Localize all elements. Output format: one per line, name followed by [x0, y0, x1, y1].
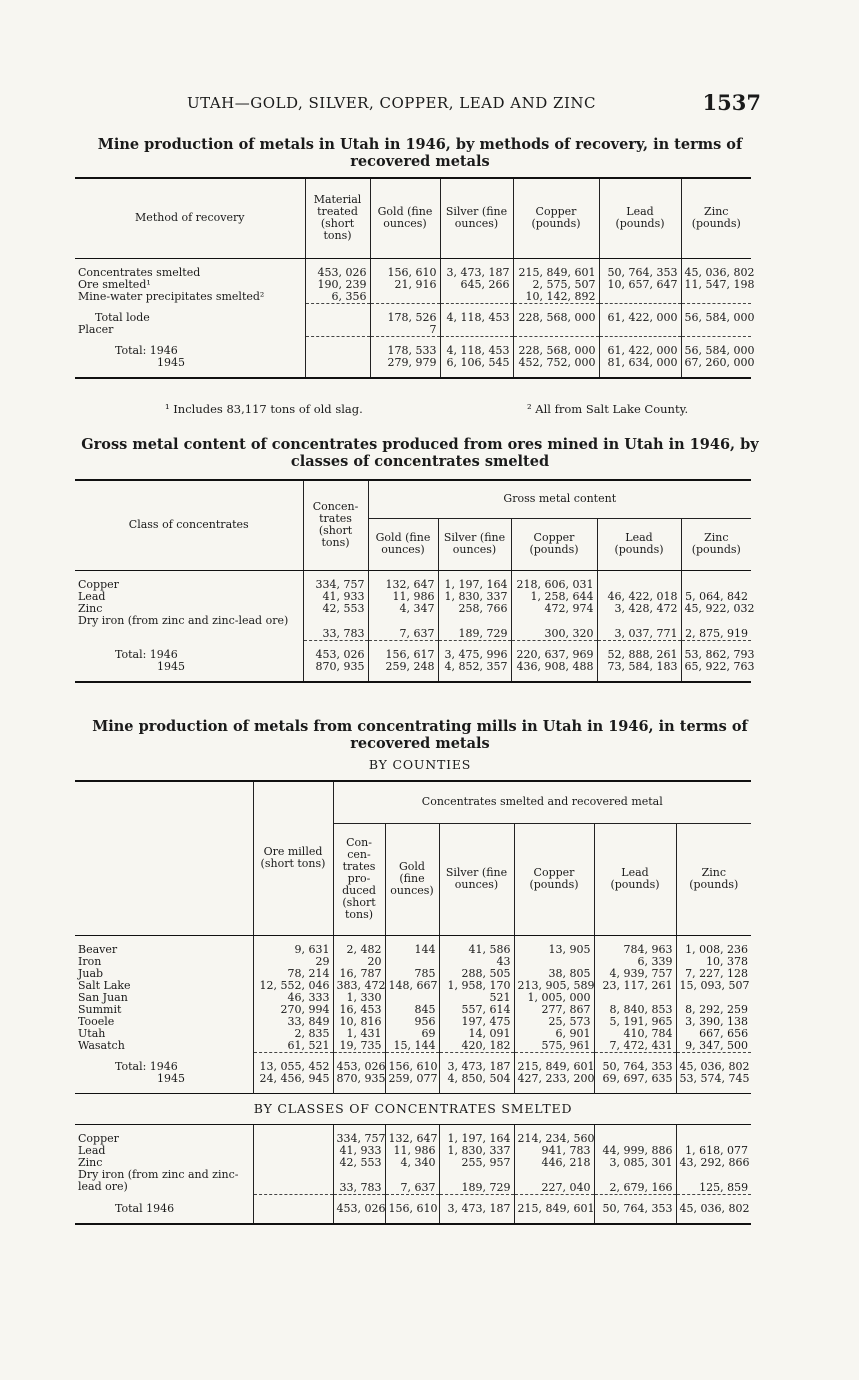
running-head	[75, 90, 765, 118]
t2-h-gold: Gold (fine ounces)	[368, 518, 438, 570]
table3-caption: Mine production of metals from concentrating mills in Utah in 1946, in terms of recovered metals	[92, 718, 748, 752]
table-row: San Juan 46, 333 1, 330 521 1, 005, 000	[75, 992, 751, 1004]
footnote-2: ² All from Salt Lake County.	[527, 402, 689, 416]
table-row: Tooele 33, 849 10, 816 956 197, 475 25, 573 5, 191, 965 3, 390, 138	[75, 1016, 751, 1028]
table-row: Zinc 42, 553 4, 347 258, 766 472, 974 3, 428, 472 45, 922, 032	[78, 601, 755, 615]
t2-h-class: Class of concentrates	[75, 480, 303, 570]
t3-h-group: Concentrates smelted and recovered metal	[333, 781, 751, 823]
t2-h-lead: Lead (pounds)	[597, 518, 681, 570]
table-row: Juab 78, 214 16, 787 785 288, 505 38, 805 4, 939, 757 7, 227, 128	[75, 968, 751, 980]
table3-subcaption: BY COUNTIES	[368, 757, 472, 772]
table-row: Salt Lake 12, 552, 046 383, 472 148, 667 1, 958, 170 213, 905, 589 23, 117, 261 15, 093, 507	[78, 978, 750, 992]
table2-caption: Gross metal content of concentrates produced from ores mined in Utah in 1946, by classes of concentrates smelted	[81, 436, 759, 470]
footnote-1: ¹ Includes 83,117 tons of old slag.	[165, 402, 363, 416]
t3-h-ore: Ore milled (short tons)	[253, 781, 333, 935]
table-row: 1945 870, 935 259, 248 4, 852, 357 436, 908, 488 73, 584, 183 65, 922, 763	[157, 660, 755, 673]
table-row: Total 1946 453, 026 156, 610 3, 473, 187 215, 849, 601 50, 764, 353 45, 036, 802	[115, 1202, 750, 1215]
table-row: Wasatch 61, 521 19, 735 15, 144 420, 182 575, 961 7, 472, 431 9, 347, 500	[75, 1040, 751, 1053]
table-row: 1945 279, 979 6, 106, 545 452, 752, 000 81, 634, 000 67, 260, 000	[157, 355, 755, 369]
table-row: Total: 1946 13, 055, 452 453, 026 156, 610 3, 473, 187 215, 849, 601 50, 764, 353 45, 036, 802	[115, 1059, 750, 1073]
table1	[75, 177, 755, 379]
table-row: Copper 334, 757 132, 647 1, 197, 164 214, 234, 560	[75, 1133, 751, 1145]
table-row: Dry iron (from zinc and zinc-lead ore) 33, 783 7, 637 189, 729 227, 040 2, 679, 166 125, 859	[75, 1169, 751, 1195]
t3-h-blank	[75, 781, 253, 935]
t2-h-silver: Silver (fine ounces)	[438, 518, 511, 570]
t1-h-gold: Gold (fine ounces)	[370, 178, 440, 258]
table-row: Ore smelted¹ 190, 239 21, 916 645, 266 2, 575, 507 10, 657, 647 11, 547, 198	[78, 277, 755, 291]
t1-h-zinc: Zinc (pounds)	[681, 178, 751, 258]
table-row: Concentrates smelted 453, 026 156, 610 3, 473, 187 215, 849, 601 50, 764, 353 45, 036, 802	[78, 265, 755, 279]
t3-h-lead: Lead (pounds)	[594, 823, 676, 935]
table-row: Dry iron (from zinc and zinc-lead ore) 33, 783 7, 637 189, 729 300, 320 3, 037, 771 2, 875, 919	[75, 615, 751, 641]
table-row: Total: 1946 178, 533 4, 118, 453 228, 568, 000 61, 422, 000 56, 584, 000	[115, 343, 755, 357]
table-row: Zinc 42, 553 4, 340 255, 957 446, 218 3, 085, 301 43, 292, 866	[78, 1155, 750, 1169]
table1-caption: Mine production of metals in Utah in 1946, by methods of recovery, in terms of recovered metals	[97, 136, 743, 170]
table-row: Beaver 9, 631 2, 482 144 41, 586 13, 905 784, 963 1, 008, 236	[75, 944, 751, 956]
table-row: Utah 2, 835 1, 431 69 14, 091 6, 901 410, 784 667, 656	[75, 1028, 751, 1040]
table-row: Summit 270, 994 16, 453 845 557, 614 277, 867 8, 840, 853 8, 292, 259	[75, 1004, 751, 1016]
t2-h-zinc: Zinc (pounds)	[681, 518, 751, 570]
t1-h-copper: Copper (pounds)	[513, 178, 599, 258]
page-number: 1537	[702, 90, 761, 115]
t3-h-gold: Gold (fine ounces)	[385, 823, 439, 935]
running-title: UTAH—GOLD, SILVER, COPPER, LEAD AND ZINC	[187, 94, 596, 112]
table-row: Total: 1946 453, 026 156, 617 3, 475, 996 220, 637, 969 52, 888, 261 53, 862, 793	[115, 648, 755, 661]
t2-h-gross: Gross metal content	[368, 480, 751, 518]
t1-h-silver: Silver (fine ounces)	[440, 178, 513, 258]
table-row: Lead 41, 933 11, 986 1, 830, 337 941, 783 44, 999, 886 1, 618, 077	[75, 1145, 751, 1157]
table-row: Lead 41, 933 11, 986 1, 830, 337 1, 258, 644 46, 422, 018 5, 064, 842	[75, 591, 751, 603]
table2	[75, 479, 755, 683]
t2-h-concentrates: Concen-trates (short tons)	[303, 480, 368, 570]
t3-h-conc: Con-cen-trates pro-duced (short tons)	[333, 823, 385, 935]
table-row: Copper 334, 757 132, 647 1, 197, 164 218, 606, 031	[75, 579, 751, 591]
table-row: Mine-water precipitates smelted² 6, 356 10, 142, 892	[75, 291, 751, 304]
table-row: Total lode 178, 526 4, 118, 453 228, 568, 000 61, 422, 000 56, 584, 000	[95, 310, 755, 324]
t1-h-method: Method of recovery	[75, 178, 305, 258]
table-row: 1945 24, 456, 945 870, 935 259, 077 4, 850, 504 427, 233, 200 69, 697, 635 53, 574, 745	[157, 1071, 750, 1085]
table-row: Iron 29 20 43 6, 339 10, 378	[75, 956, 751, 968]
t2-h-copper: Copper (pounds)	[511, 518, 597, 570]
table3	[75, 780, 751, 1225]
t1-h-material: Material treated (short tons)	[305, 178, 370, 258]
t3-h-copper: Copper (pounds)	[514, 823, 594, 935]
table-row: Placer 7	[75, 324, 751, 337]
t3-h-zinc: Zinc (pounds)	[676, 823, 751, 935]
t3-h-silver: Silver (fine ounces)	[439, 823, 514, 935]
t1-h-lead: Lead (pounds)	[599, 178, 681, 258]
class-heading: BY CLASSES OF CONCENTRATES SMELTED	[75, 1093, 751, 1124]
